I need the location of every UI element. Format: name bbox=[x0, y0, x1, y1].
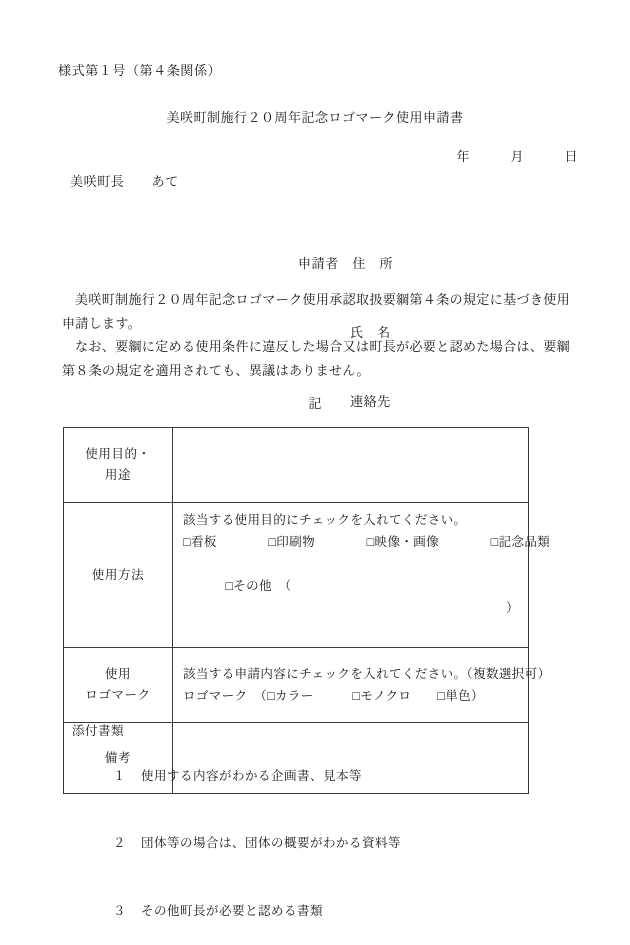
attachment-number: １ bbox=[113, 768, 127, 783]
list-item bbox=[72, 742, 401, 810]
method-checkbox-options[interactable]: □看板 □印刷物 □映像・画像 □記念品類 bbox=[183, 535, 551, 549]
row-value-method[interactable] bbox=[173, 503, 551, 648]
applicant-contact-row: 連絡先 bbox=[350, 394, 391, 409]
attachments-list bbox=[72, 742, 401, 945]
method-other-close-paren: ） bbox=[506, 601, 519, 615]
row-label-line2: ロゴマーク bbox=[85, 688, 151, 702]
addressee: 美咲町長 あて bbox=[70, 174, 179, 189]
attachment-text: その他町長が必要と認める書類 bbox=[141, 903, 324, 918]
method-other-row[interactable] bbox=[183, 553, 519, 641]
logo-checkbox-options[interactable]: ロゴマーク （□カラー □モノクロ □単色） bbox=[183, 689, 484, 703]
method-instruction: 該当する使用目的にチェックを入れてください。 bbox=[183, 513, 467, 527]
list-item bbox=[72, 877, 401, 945]
row-label-line2: 用途 bbox=[104, 468, 132, 482]
document-title: 美咲町制施行２０周年記念ロゴマーク使用申請書 bbox=[166, 110, 464, 125]
row-label-line1: 使用方法 bbox=[91, 567, 145, 582]
ki-mark: 記 bbox=[308, 396, 322, 411]
list-item bbox=[72, 810, 401, 878]
row-value-purpose[interactable] bbox=[173, 428, 529, 503]
date-line: 年 月 日 bbox=[456, 149, 578, 164]
row-label-line1: 使用 bbox=[104, 667, 132, 681]
attachment-number: ３ bbox=[113, 903, 127, 918]
body-paragraph-2: なお、要綱に定める使用条件に違反した場合又は町長が必要と認めた場合は、要綱第８条の規定を適用されても、異議はありません。 bbox=[62, 339, 570, 378]
attachments-block bbox=[72, 721, 401, 945]
row-value-logo[interactable] bbox=[173, 648, 551, 723]
attachments-title: 添付書類 bbox=[72, 724, 125, 738]
applicant-address-row: 申請者 住 所 bbox=[298, 256, 394, 271]
row-label-logo bbox=[64, 648, 173, 723]
logo-instruction: 該当する申請内容にチェックを入れてください。（複数選択可） bbox=[183, 667, 551, 681]
row-label-line1: 使用目的・ bbox=[85, 447, 151, 461]
row-label-line1: 備考 bbox=[104, 750, 132, 765]
attachment-text: 団体等の場合は、団体の概要がわかる資料等 bbox=[141, 836, 402, 850]
table-row bbox=[64, 428, 529, 503]
table-row bbox=[64, 648, 529, 723]
applicant-name-row: 氏 名 bbox=[350, 325, 391, 340]
table-row bbox=[64, 503, 529, 648]
row-label-purpose bbox=[64, 428, 173, 503]
method-other-label: □その他 （ bbox=[225, 579, 292, 593]
attachment-text: 使用する内容がわかる企画書、見本等 bbox=[141, 768, 363, 783]
row-label-method bbox=[64, 503, 173, 648]
attachment-number: ２ bbox=[113, 836, 127, 850]
form-number: 様式第１号（第４条関係） bbox=[58, 63, 222, 78]
body-paragraph-1: 美咲町制施行２０周年記念ロゴマーク使用承認取扱要綱第４条の規定に基づき使用申請します。 bbox=[62, 292, 570, 331]
